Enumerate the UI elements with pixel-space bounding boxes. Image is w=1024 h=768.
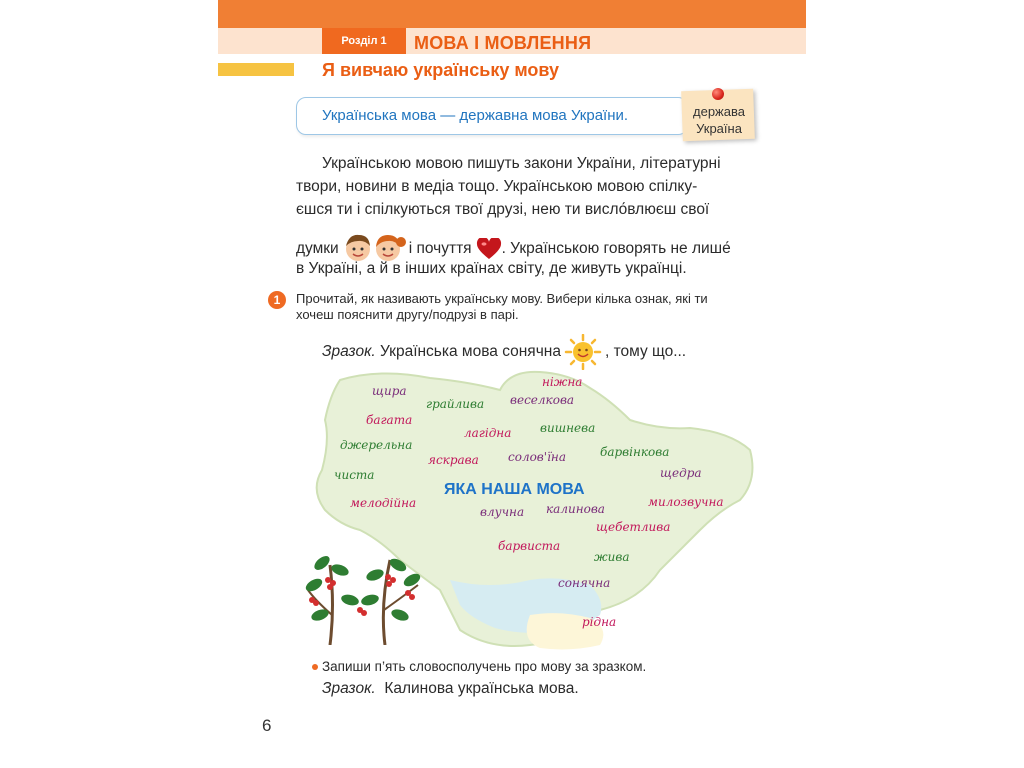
map-word: рідна: [582, 615, 617, 629]
map-word: барвінкова: [600, 445, 670, 459]
map-word: грайлива: [426, 397, 485, 411]
map-word: щебетлива: [596, 520, 671, 534]
chapter-title: МОВА І МОВЛЕННЯ: [414, 33, 592, 53]
map-title: ЯКА НАША МОВА: [444, 481, 585, 498]
paragraph-line: твори, новини в медіа тощо. Українською мовою спілку-: [296, 178, 698, 195]
header-top-bar: [218, 0, 806, 28]
map-word: милозвучна: [648, 495, 724, 509]
exercise-number: 1: [268, 291, 286, 309]
map-word: багата: [366, 413, 413, 427]
map-word: джерельна: [340, 438, 413, 452]
sample-text: Калинова українська мова.: [384, 680, 579, 697]
page-number: 6: [262, 716, 272, 735]
map-word: мелодійна: [350, 496, 417, 510]
paragraph-text: і почуття: [408, 240, 472, 257]
paragraph-line: Українською мовою пишуть закони України, літературні: [322, 155, 721, 172]
map-word: вишнева: [540, 421, 596, 435]
map-word: щира: [372, 384, 407, 398]
sample-ending: , тому що...: [604, 343, 687, 360]
paragraph-text: думки: [296, 240, 339, 257]
paragraph-line: єшся ти і спілкуються твої друзі, нею ти висло́влюєш свої: [296, 201, 710, 218]
paragraph-text: . Українською говорять не лише́: [501, 240, 731, 257]
section-badge: Розділ 1: [322, 28, 406, 54]
map-word: щедра: [660, 466, 702, 480]
map-word: жива: [594, 550, 630, 564]
viburnum-icon: [300, 545, 430, 645]
map-word: влучна: [480, 505, 525, 519]
note-word-2: Україна: [696, 121, 742, 136]
paragraph-line: в Україні, а й в інших країнах світу, де живуть українці.: [296, 260, 687, 277]
map-word: ніжна: [542, 375, 583, 389]
exercise-instruction: хочеш пояснити другу/подрузі в парі.: [296, 307, 519, 322]
map-word: чиста: [334, 468, 375, 482]
note-word-1: держава: [693, 104, 745, 119]
lesson-strip: [218, 63, 294, 76]
heart-icon: [476, 238, 502, 260]
map-word: яскрава: [428, 453, 479, 467]
map-word: веселкова: [510, 393, 575, 407]
map-word: лагідна: [464, 426, 512, 440]
rule-text: Українська мова — державна мова України.: [322, 107, 629, 124]
lesson-title: Я вивчаю українську мову: [322, 60, 560, 80]
task-sample: [322, 680, 579, 698]
map-word: барвиста: [498, 539, 561, 553]
bullet-icon: [312, 664, 318, 670]
map-word: сонячна: [558, 576, 611, 590]
sample-label: Зразок.: [322, 343, 376, 360]
map-word: солов'їна: [508, 450, 566, 464]
pin-icon: [712, 88, 724, 100]
exercise-instruction: Прочитай, як називають українську мову. Вибери кілька ознак, які ти: [296, 291, 708, 306]
sample-label: Зразок.: [322, 680, 376, 697]
task-instruction: Запиши п’ять словосполучень про мову за зразком.: [322, 659, 647, 674]
map-word: калинова: [546, 502, 605, 516]
sample-text: Українська мова сонячна: [380, 343, 561, 360]
